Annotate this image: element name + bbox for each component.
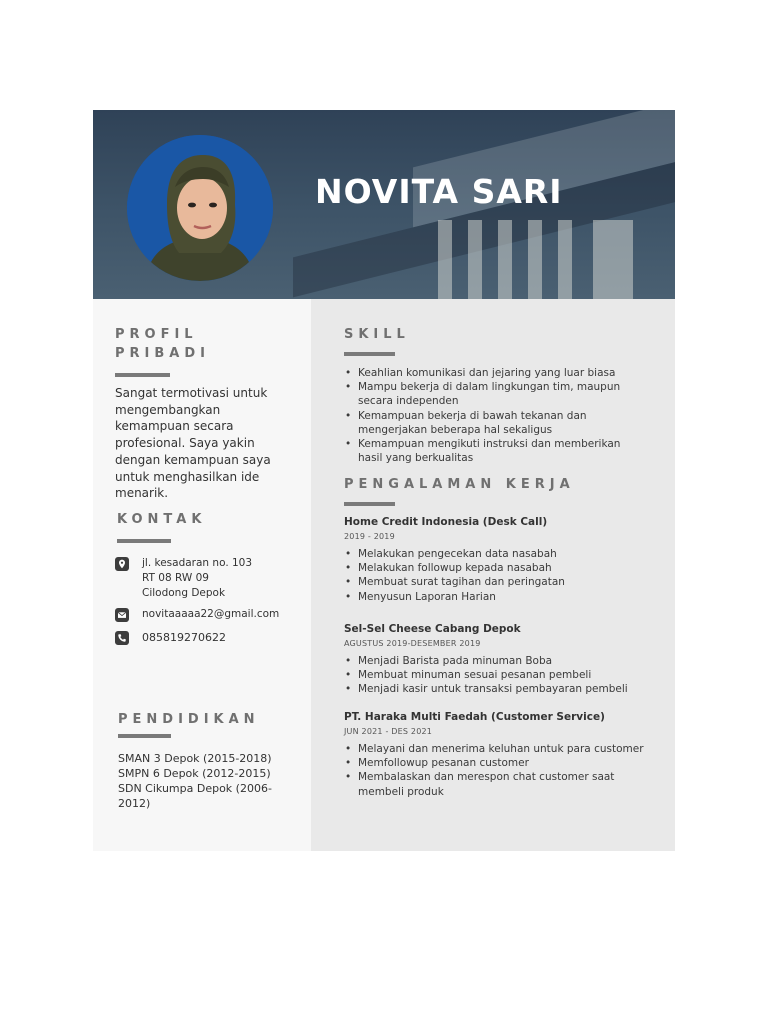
education-section-title: PENDIDIKAN (118, 712, 260, 727)
phone-icon (115, 631, 129, 645)
contact-email[interactable]: novitaaaaa22@gmail.com (142, 608, 280, 620)
education-title-underline (118, 734, 171, 738)
job-duty-item: • Melayani dan menerima keluhan untuk para customer (344, 742, 644, 756)
skill-item: • Keahlian komunikasi dan jejaring yang luar biasa (344, 366, 644, 380)
contact-address (142, 556, 252, 601)
job-duties-list (344, 547, 654, 604)
profile-photo (127, 135, 273, 281)
skill-item: • Kemampuan bekerja di bawah tekanan dan mengerjakan beberapa hal sekaligus (344, 409, 644, 437)
profile-text: Sangat termotivasi untuk mengembangkan kemampuan secara profesional. Saya yakin dengan kemampuan saya untuk menghasilkan ide menarik. (115, 386, 271, 501)
job-company: PT. Haraka Multi Faedah (Customer Service) (344, 711, 605, 723)
skill-section-title: SKILL (344, 327, 410, 342)
skill-list (344, 366, 644, 465)
envelope-icon (115, 608, 129, 622)
contact-address-row (115, 556, 252, 601)
header-background-pillar (468, 220, 482, 299)
job-duty-item: • Membalaskan dan merespon chat customer saat membeli produk (344, 770, 644, 798)
contact-section-title: KONTAK (117, 512, 207, 527)
contact-email-row (115, 607, 279, 622)
education-list (118, 751, 293, 811)
contact-title-underline (117, 539, 171, 543)
profile-section-title (115, 325, 210, 363)
header-background-pillar (558, 220, 572, 299)
job-duties-list (344, 654, 654, 697)
address-line3: Cilodong Depok (142, 587, 226, 599)
skill-item: • Kemampuan mengikuti instruksi dan memberikan hasil yang berkualitas (344, 437, 644, 465)
header-background-pillar (528, 220, 542, 299)
experience-title-underline (344, 502, 395, 506)
header-background-pillar (593, 220, 633, 299)
header-background-pillar (438, 220, 452, 299)
education-item: SMPN 6 Depok (2012-2015) (118, 767, 271, 780)
skill-item: • Mampu bekerja di dalam lingkungan tim, maupun secara independen (344, 380, 644, 408)
resume-page (93, 110, 675, 851)
job-duty-item: • Melakukan pengecekan data nasabah (344, 547, 654, 561)
address-line2: RT 08 RW 09 (142, 572, 209, 584)
job-duty-item: • Membuat surat tagihan dan peringatan (344, 575, 654, 589)
job-company: Home Credit Indonesia (Desk Call) (344, 516, 548, 528)
contact-phone[interactable]: 085819270622 (142, 631, 226, 644)
experience-section-title: PENGALAMAN KERJA (344, 477, 575, 492)
profile-title-underline (115, 373, 170, 377)
job-date: AGUSTUS 2019-DESEMBER 2019 (344, 639, 481, 648)
resume-header (93, 110, 675, 299)
job-duty-item: • Menjadi Barista pada minuman Boba (344, 654, 654, 668)
job-duty-item: • Membuat minuman sesuai pesanan pembeli (344, 668, 654, 682)
contact-phone-row (115, 630, 226, 645)
job-date: 2019 - 2019 (344, 532, 395, 541)
location-pin-icon (115, 557, 129, 571)
header-background-pillar (498, 220, 512, 299)
skill-title-underline (344, 352, 395, 356)
profile-photo-illustration (127, 135, 273, 281)
job-company: Sel-Sel Cheese Cabang Depok (344, 623, 521, 635)
education-item: SDN Cikumpa Depok (2006-2012) (118, 782, 272, 810)
job-duty-item: • Menyusun Laporan Harian (344, 590, 654, 604)
address-line1: jl. kesadaran no. 103 (142, 557, 253, 569)
job-duty-item: • Melakukan followup kepada nasabah (344, 561, 654, 575)
job-duty-item: • Menjadi kasir untuk transaksi pembayaran pembeli (344, 682, 654, 696)
profile-title-line2: PRIBADI (115, 346, 210, 361)
resume-name: NOVITA SARI (315, 172, 563, 211)
profile-title-line1: PROFIL (115, 327, 198, 342)
education-item: SMAN 3 Depok (2015-2018) (118, 752, 272, 765)
job-duty-item: • Memfollowup pesanan customer (344, 756, 644, 770)
job-date: JUN 2021 - DES 2021 (344, 727, 433, 736)
job-duties-list (344, 742, 644, 799)
